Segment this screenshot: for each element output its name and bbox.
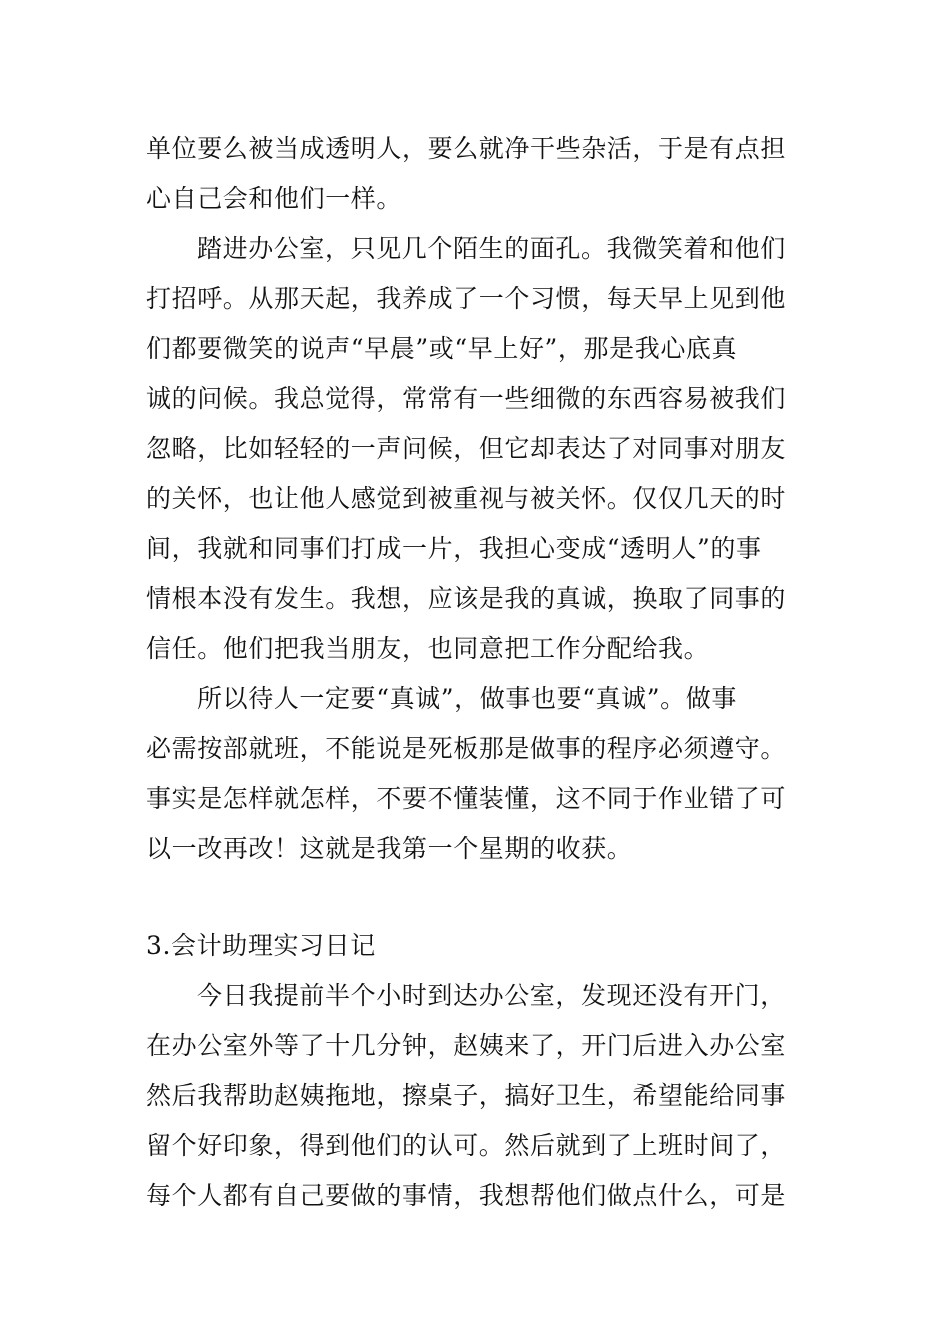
paragraph-line: 间，我就和同事们打成一片，我担心变成“透明人”的事 — [146, 534, 762, 563]
paragraph-line: 的关怀，也让他人感觉到被重视与被关怀。仅仅几天的时 — [146, 484, 787, 513]
section-heading: 3.会计助理实习日记 — [146, 931, 376, 960]
paragraph-line: 单位要么被当成透明人，要么就净干些杂活，于是有点担 — [146, 134, 787, 163]
paragraph-line: 打招呼。从那天起，我养成了一个习惯，每天早上见到他 — [146, 284, 787, 313]
paragraph-line: 忽略，比如轻轻的一声问候，但它却表达了对同事对朋友 — [146, 434, 787, 463]
paragraph-line: 心自己会和他们一样。 — [146, 184, 403, 213]
paragraph-line: 事实是怎样就怎样，不要不懂装懂，这不同于作业错了可 — [146, 784, 787, 813]
paragraph-line: 踏进办公室，只见几个陌生的面孔。我微笑着和他们 — [197, 234, 786, 263]
paragraph-line: 留个好印象，得到他们的认可。然后就到了上班时间了， — [146, 1131, 787, 1160]
paragraph-line: 每个人都有自己要做的事情，我想帮他们做点什么，可是 — [146, 1181, 787, 1210]
paragraph-line: 以一改再改！这就是我第一个星期的收获。 — [146, 834, 633, 863]
paragraph-line: 诚的问候。我总觉得，常常有一些细微的东西容易被我们 — [146, 384, 787, 413]
paragraph-line: 今日我提前半个小时到达办公室，发现还没有开门， — [197, 981, 786, 1010]
paragraph-line: 信任。他们把我当朋友，也同意把工作分配给我。 — [146, 634, 710, 663]
paragraph-line: 情根本没有发生。我想，应该是我的真诚，换取了同事的 — [146, 584, 787, 613]
paragraph-line: 然后我帮助赵姨拖地，擦桌子，搞好卫生，希望能给同事 — [146, 1081, 787, 1110]
paragraph-line: 们都要微笑的说声“早晨”或“早上好”，那是我心底真 — [146, 334, 738, 363]
paragraph-line: 所以待人一定要“真诚”，做事也要“真诚”。做事 — [197, 684, 737, 713]
paragraph-line: 必需按部就班，不能说是死板那是做事的程序必须遵守。 — [146, 734, 787, 763]
paragraph-line: 在办公室外等了十几分钟，赵姨来了，开门后进入办公室 — [146, 1031, 787, 1060]
